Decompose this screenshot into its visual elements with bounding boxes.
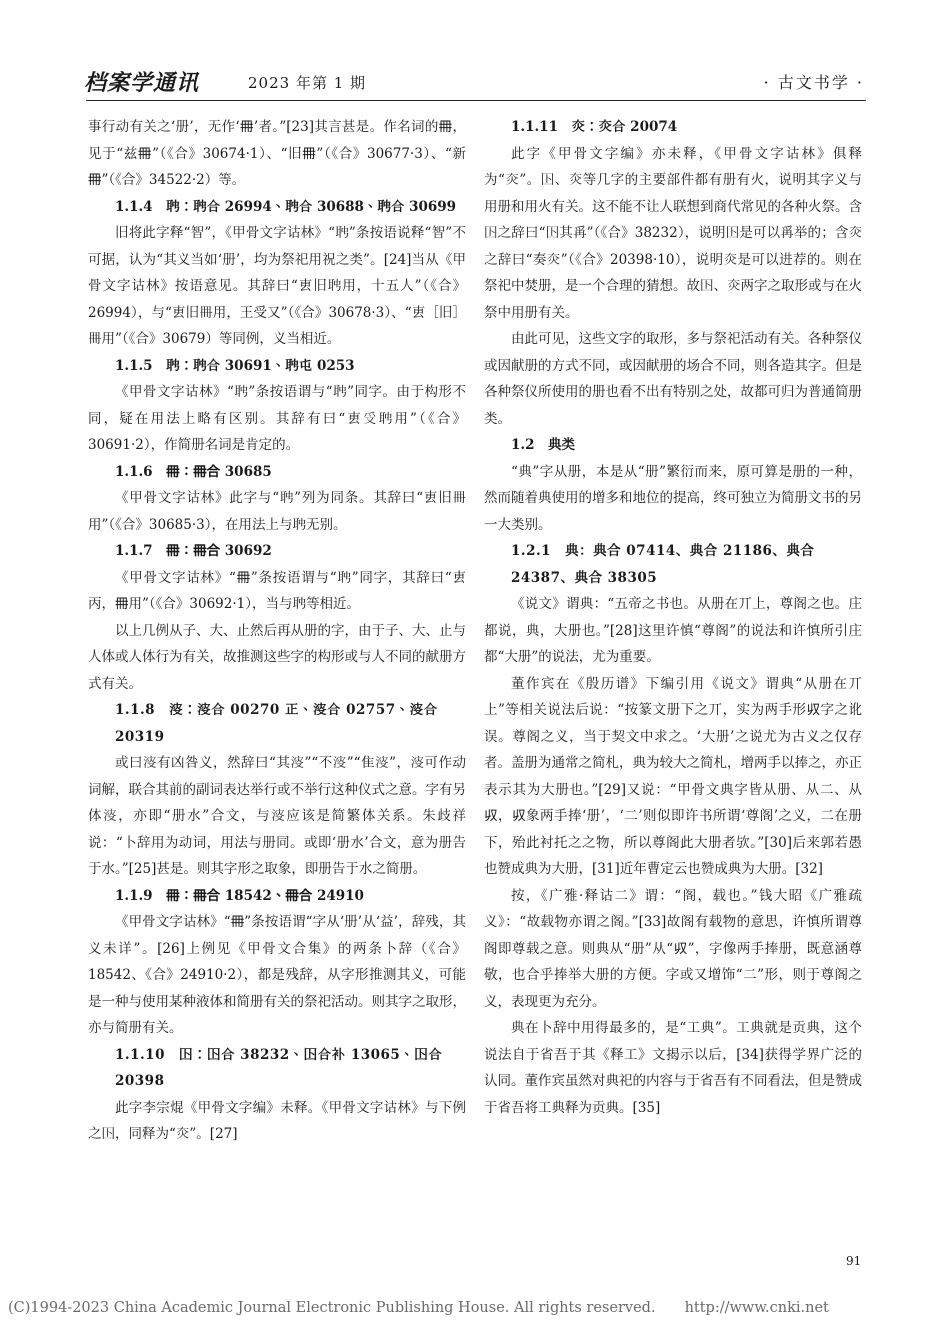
body-paragraph: 以上几例从子、大、止然后再从册的字，由于子、大、止与人体或人体行为有关，故推测这些字的构形或与人不同的献册方式有关。	[88, 622, 466, 692]
issue-label: 2023 年第 1 期	[248, 74, 367, 92]
section-label: · 古文书学 ·	[763, 73, 864, 92]
section-heading: 1.1.8 𣸈：𣸈合 00270 正、𣸈合 02757、𣸈合 20319	[115, 702, 438, 745]
body-paragraph: 《甲骨文字诂林》“𠕋”条按语谓与“𦕊”同字，其辞曰“叀丙，𠕋用”（《合》30692·1），当与𦕊等相近。	[88, 569, 466, 612]
section-heading: 1.1.5 𦕊：𦕊合 30691、𦕊屯 0253	[115, 357, 355, 374]
section-heading: 1.1.4 𦕊：𦕊合 26994、𦕊合 30688、𦕊合 30699	[115, 198, 457, 215]
body-paragraph: 《甲骨文字诂林》“𠕋”条按语谓“字从‘册’从‘益’，辞残，其义未详”。[26]上例见《甲骨文合集》的两条卜辞（《合》18542、《合》24910·2），都是残辞，从字形推测其义，可能是一种与使用某种液体和简册有关的祭祀活动。则其字之取形，亦与简册有关。	[88, 914, 466, 1036]
body-paragraph: 或曰𣸈有凶咎义，然辞曰“其𣸈”“不𣸈”“隹𣸈”，𣸈可作动词解，联合其前的副词表达举行或不举行这种仪式之意。字有另体𣸈，亦即“册水”合文，与𣸈应该是简繁体关系。朱歧祥说：“卜辞用为动词，用法与册同。或即‘册水’合文，意为册告于水。”[25]甚是。则其字形之取象，即册告于水之简册。	[88, 755, 466, 877]
section-heading: 1.2 典类	[511, 437, 575, 453]
body-paragraph: 典在卜辞中用得最多的，是“工典”。工典就是贡典，这个说法自于省吾于其《释工》文揭示以后，[34]获得学界广泛的认同。董作宾虽然对典祀的内容与于省吾有不同看法，但是赞成于省吾将工典释为贡典。[35]	[484, 1020, 862, 1116]
body-paragraph: 《说文》谓典：“五帝之书也。从册在丌上，尊阁之也。庄都说，典，大册也。”[28]这里许慎“尊阁”的说法和许慎所引庄都“大册”的说法，尤为重要。	[484, 596, 862, 665]
body-paragraph: 此字《甲骨文字编》亦未释，《甲骨文字诂林》俱释为“𤆍”。𡆥、𤆍等几字的主要部件都有册有火，说明其字义与用册和用火有关。这不能不让人联想到商代常见的各种火祭。含𡆥之辞曰“𡆥其爯”（《合》38232），说明𡆥是可以爯举的；含𤆍之辞曰“奏𤆍”（《合》20398·10），说明𤆍是可以进荐的。则在祭祀中焚册，是一个合理的猜想。故𡆥、𤆍两字之取形或与在火祭中用册有关。	[484, 145, 862, 321]
left-column	[88, 114, 466, 1148]
body-paragraph: “典”字从册，本是从“册”繁衍而来，原可算是册的一种，然而随着典使用的增多和地位的提高，终可独立为简册文书的另一大类别。	[484, 463, 862, 533]
body-paragraph: 董作宾在《殷历谱》下编引用《说文》谓典“从册在丌上”等相关说法后说：“按篆文册下之丌，实为两手形𠬞字之讹误。尊阁之义，当于契文中求之。‘大册’之说尤为古义之仅存者。盖册为通常之简札，典为较大之简札，增两手以捧之，亦正表示其为大册也。”[29]又说：“甲骨文典字皆从册、从二、从𠬞，𠬞象两手捧‘册’，‘二’则似即许书所谓‘尊阁’之义，二在册下，殆此衬托之之物，所以尊阁此大册者欤。”[30]后来郭若愚也赞成典为大册，[31]近年曹定云也赞成典为大册。[32]	[484, 675, 862, 877]
header-rule	[86, 100, 866, 101]
body-paragraph: 《甲骨文字诂林》此字与“𦕊”列为同条。其辞曰“叀旧𠕋用”（《合》30685·3），在用法上与𦕊无别。	[88, 490, 466, 533]
section-heading: 1.2.1 典：典合 07414、典合 21186、典合 24387、典合 38305	[511, 543, 815, 586]
section-heading: 1.1.6 𠕋：𠕋合 30685	[115, 463, 272, 480]
section-heading: 1.1.7 𠕋：𠕋合 30692	[115, 543, 272, 559]
page-header	[60, 66, 900, 96]
journal-logo: 档案学通讯	[84, 71, 200, 96]
body-paragraph: 按，《广雅·释诂二》谓：“阁，载也。”钱大昭《广雅疏义》：“故载物亦谓之阁。”[33]故阁有载物的意思，许慎所谓尊阁即尊载之意。则典从“册”从“𠬞”，字像两手捧册，既意涵尊敬，也合乎捧举大册的方便。字或又增饰“二”形，则于尊阁之义，表现更为充分。	[484, 887, 862, 1010]
body-paragraph: 此字李宗焜《甲骨文字编》未释。《甲骨文字诂林》与下例之𡆥，同释为“𤆍”。[27]	[88, 1099, 466, 1142]
section-heading: 1.1.11 𤆍：𤆍合 20074	[511, 119, 678, 135]
body-paragraph: 事行动有关之‘册’，无作‘𠕋’者。”[23]其言甚是。作名词的𠕋，见于“兹𠕋”（《合》30674·1）、“旧𠕋”（《合》30677·3）、“新𠕋”（《合》34522·2）等。	[88, 119, 466, 188]
copyright-footer: (C)1994-2023 China Academic Journal Electronic Publishing House. All rights reserved. http://www.cnki.net	[8, 1300, 829, 1316]
body-paragraph: 由此可见，这些文字的取形，多与祭祀活动有关。各种祭仪或因献册的方式不同，或因献册的场合不同，则各造其字。但是各种祭仪所使用的册也看不出有特别之处，故都可归为普通简册类。	[484, 331, 862, 427]
page-number: 91	[846, 1254, 862, 1268]
section-heading: 1.1.9 𠕋：𠕋合 18542、𠕋合 24910	[115, 887, 364, 904]
right-column	[484, 114, 862, 1121]
body-paragraph: 《甲骨文字诂林》“𦕊”条按语谓与“𦕊”同字。由于构形不同，疑在用法上略有区别。其辞有曰“叀𠬪𦕊用”（《合》30691·2），作简册名词是肯定的。	[88, 384, 466, 453]
section-heading: 1.1.10 𡆥：𡆥合 38232、𡆥合补 13065、𡆥合 20398	[115, 1046, 443, 1089]
body-paragraph: 旧将此字释“智”，《甲骨文字诂林》“𦕊”条按语说释“智”不可据，认为“其义当如‘册’，均为祭祀用祝之类”。[24]当从《甲骨文字诂林》按语意见。其辞曰“叀旧𦕊用，十五人”（《合》26994），与“叀旧𠕋用，王受又”（《合》30678·3）、“叀［旧］𠕋用”（《合》30679）等同例，义当相近。	[88, 225, 466, 347]
